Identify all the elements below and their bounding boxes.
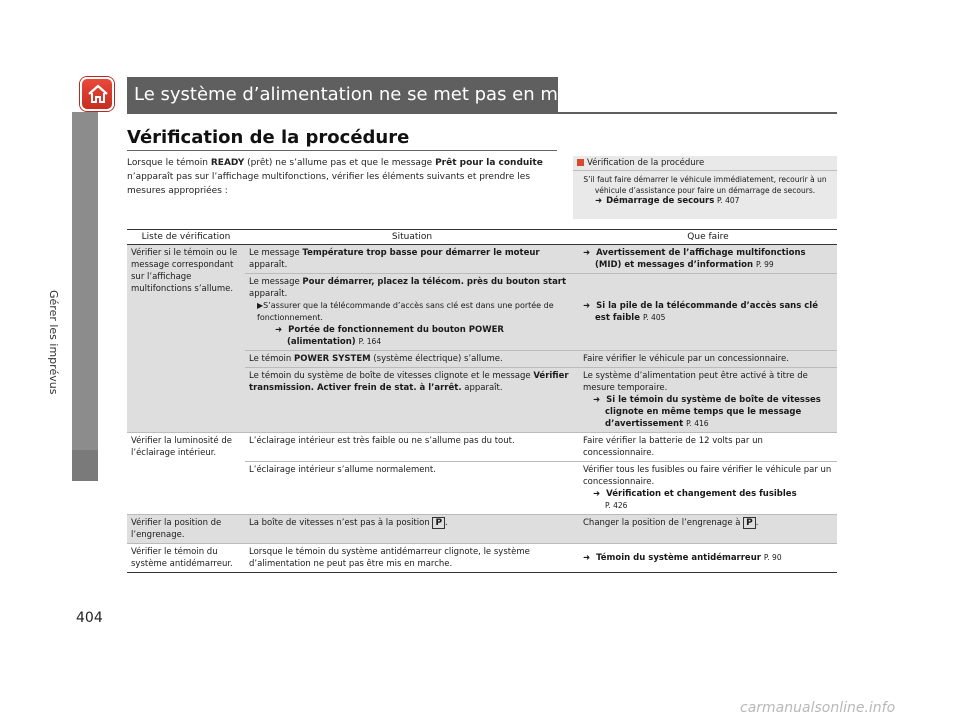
sidebar-body: S’il faut faire démarrer le véhicule immédiatement, recourir à un véhicule d’assistance pour faire un démarrage de secours. bbox=[583, 175, 827, 195]
reference-link[interactable]: ➜ Témoin du système antidémarreur P. 90 bbox=[583, 553, 782, 563]
section-title: Vérification de la procédure bbox=[127, 127, 410, 148]
home-icon bbox=[87, 83, 109, 105]
situation-cell: La boîte de vitesses n’est pas à la position P . bbox=[245, 515, 579, 544]
check-cell: Vérifier la luminosité de l’éclairage intérieur. bbox=[127, 433, 245, 515]
situation-cell: L’éclairage intérieur est très faible ou ne s’allume pas du tout. bbox=[245, 433, 579, 462]
sidebar-note bbox=[573, 156, 837, 219]
side-tab-rail bbox=[72, 112, 98, 481]
side-tab-label: Gérer les imprévus bbox=[47, 290, 60, 395]
column-header-check: Liste de vérification bbox=[127, 230, 245, 245]
reference-arrow-icon: ➜ bbox=[583, 553, 591, 563]
section-rule bbox=[127, 150, 557, 151]
action-cell: Faire vérifier la batterie de 12 volts par un concessionnaire. bbox=[579, 433, 837, 462]
table-row bbox=[127, 544, 837, 573]
situation-cell: Le témoin du système de boîte de vitesses clignote et le message Vérifier transmission. Activer frein de stat. à l’arrêt. apparaît. bbox=[245, 368, 579, 433]
column-header-action: Que faire bbox=[579, 230, 837, 245]
gear-p-symbol: P bbox=[432, 517, 445, 529]
home-button[interactable] bbox=[80, 77, 114, 111]
gear-p-symbol: P bbox=[743, 517, 756, 529]
reference-link[interactable]: ➜ Vérification et changement des fusibles P. 426 bbox=[593, 489, 797, 510]
situation-cell: Lorsque le témoin du système antidémarreur clignote, le système d’alimentation ne peut pas être mis en marche. bbox=[245, 544, 579, 573]
intro-paragraph: Lorsque le témoin READY (prêt) ne s’allume pas et que le message Prêt pour la conduite n’apparaît pas sur l’affichage multifonctions, vérifier les éléments suivants et prendre les mesures appropriées : bbox=[127, 158, 543, 196]
checklist-table bbox=[127, 229, 837, 573]
sidebar-link-jump-start[interactable]: ➜ Démarrage de secours P. 407 bbox=[595, 196, 740, 206]
table-row bbox=[127, 245, 837, 274]
bullet-triangle-icon: ▶ bbox=[257, 301, 264, 310]
watermark: carmanualsonline.info bbox=[740, 700, 896, 716]
reference-arrow-icon: ➜ bbox=[583, 301, 591, 311]
note-marker-icon bbox=[577, 159, 584, 166]
reference-arrow-icon: ➜ bbox=[583, 248, 591, 258]
column-header-situation: Situation bbox=[245, 230, 579, 245]
check-cell: Vérifier si le témoin ou le message correspondant sur l’affichage multifonctions s’allume. bbox=[127, 245, 245, 433]
reference-link[interactable]: ➜ Portée de fonctionnement du bouton POWER (alimentation) P. 164 bbox=[275, 325, 504, 347]
header-rule bbox=[127, 112, 837, 114]
action-cell bbox=[579, 544, 837, 573]
action-cell bbox=[579, 245, 837, 274]
situation-note: ▶S’assurer que la télécommande d’accès sans clé est dans une portée de fonctionnement. bbox=[257, 301, 554, 322]
action-cell: Le système d’alimentation peut être activé à titre de mesure temporaire. ➜ Si le témoin du système de boîte de vitesses clignote en même temps que le message d’avertissement P. 416 bbox=[579, 368, 837, 433]
reference-link[interactable]: ➜ Si la pile de la télécommande d’accès sans clé est faible P. 405 bbox=[583, 301, 818, 323]
check-cell: Vérifier la position de l’engrenage. bbox=[127, 515, 245, 544]
check-cell: Vérifier le témoin du système antidémarreur. bbox=[127, 544, 245, 573]
reference-link[interactable]: ➜ Si le témoin du système de boîte de vitesses clignote en même temps que le message d’avertissement P. 416 bbox=[593, 395, 821, 429]
table-row bbox=[127, 433, 837, 462]
action-cell: Faire vérifier le véhicule par un concessionnaire. bbox=[579, 351, 837, 368]
reference-arrow-icon: ➜ bbox=[275, 325, 283, 335]
action-cell: Vérifier tous les fusibles ou faire vérifier le véhicule par un concessionnaire. ➜ Vérification et changement des fusibles P. 426 bbox=[579, 462, 837, 515]
reference-arrow-icon: ➜ bbox=[593, 489, 601, 499]
situation-cell: Le message Température trop basse pour démarrer le moteur apparaît. bbox=[245, 245, 579, 274]
page-title: Le système d’alimentation ne se met pas en marche bbox=[134, 84, 609, 105]
reference-link[interactable]: ➜ Avertissement de l’affichage multifonctions (MID) et messages d’information P. 99 bbox=[583, 248, 806, 270]
table-row bbox=[127, 515, 837, 544]
reference-arrow-icon: ➜ bbox=[593, 395, 601, 405]
action-cell bbox=[579, 274, 837, 351]
situation-cell: Le témoin POWER SYSTEM (système électrique) s’allume. bbox=[245, 351, 579, 368]
side-tab-marker bbox=[72, 450, 98, 481]
sidebar-heading: Vérification de la procédure bbox=[573, 156, 837, 171]
situation-cell: L’éclairage intérieur s’allume normalement. bbox=[245, 462, 579, 515]
page-number: 404 bbox=[76, 610, 103, 626]
reference-arrow-icon: ➜ bbox=[595, 196, 603, 206]
action-cell: Changer la position de l’engrenage à P . bbox=[579, 515, 837, 544]
situation-cell: Le message Pour démarrer, placez la télécom. près du bouton start apparaît. ▶S’assurer que la télécommande d’accès sans clé est dans une portée de fonctionnement. ➜ Portée de fonctionnement du bouton POWER (alimentation) P. 164 bbox=[245, 274, 579, 351]
